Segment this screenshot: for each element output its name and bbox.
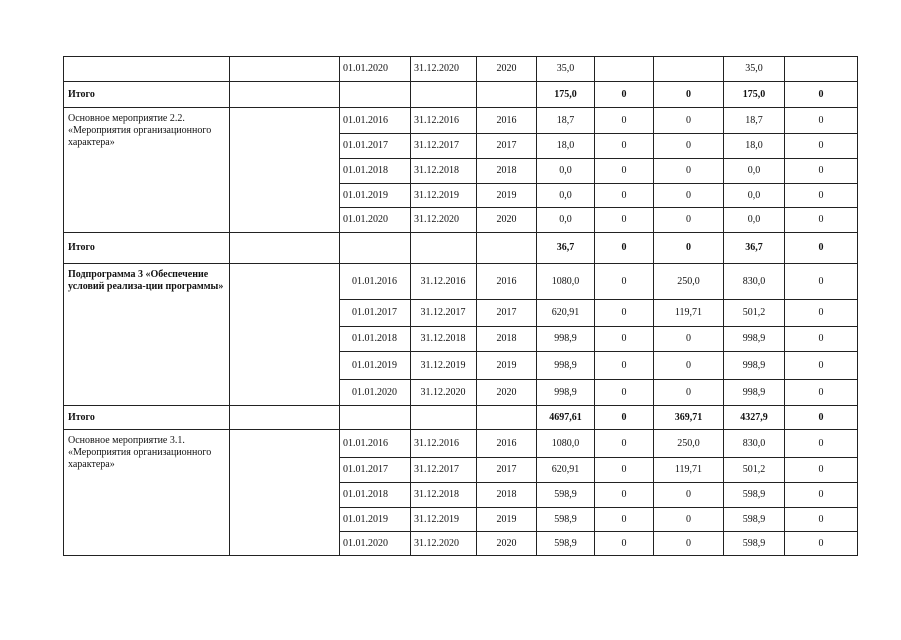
other-amount-cell: 0 <box>785 184 858 208</box>
regional-amount-cell: 0 <box>654 134 724 159</box>
other-amount-cell: 0 <box>785 352 858 380</box>
local-amount-cell: 18,7 <box>724 108 785 134</box>
row-label: Итого <box>64 233 230 264</box>
local-amount-cell: 598,9 <box>724 508 785 532</box>
regional-amount-cell: 0 <box>654 82 724 108</box>
row-label <box>64 57 230 82</box>
regional-amount-cell: 0 <box>654 184 724 208</box>
year-cell <box>477 406 537 430</box>
other-amount-cell: 0 <box>785 327 858 352</box>
local-amount-cell: 35,0 <box>724 57 785 82</box>
local-amount-cell: 175,0 <box>724 82 785 108</box>
year-cell: 2020 <box>477 532 537 556</box>
date-start-cell: 01.01.2020 <box>340 208 411 233</box>
regional-amount-cell: 0 <box>654 380 724 406</box>
empty-cell <box>230 406 340 430</box>
other-amount-cell: 0 <box>785 532 858 556</box>
federal-amount-cell: 0 <box>595 327 654 352</box>
date-end-cell: 31.12.2018 <box>411 483 477 508</box>
federal-amount-cell: 0 <box>595 483 654 508</box>
regional-amount-cell: 0 <box>654 508 724 532</box>
regional-amount-cell: 0 <box>654 327 724 352</box>
local-amount-cell: 0,0 <box>724 184 785 208</box>
federal-amount-cell: 0 <box>595 208 654 233</box>
date-start-cell: 01.01.2017 <box>340 300 411 327</box>
total-row <box>64 406 858 430</box>
other-amount-cell: 0 <box>785 264 858 300</box>
local-amount-cell: 598,9 <box>724 483 785 508</box>
date-start-cell: 01.01.2020 <box>340 532 411 556</box>
other-amount-cell: 0 <box>785 406 858 430</box>
date-end-cell: 31.12.2019 <box>411 184 477 208</box>
local-amount-cell: 18,0 <box>724 134 785 159</box>
total-amount-cell: 998,9 <box>537 380 595 406</box>
total-amount-cell: 1080,0 <box>537 264 595 300</box>
date-end-cell <box>411 233 477 264</box>
total-amount-cell: 598,9 <box>537 532 595 556</box>
local-amount-cell: 830,0 <box>724 264 785 300</box>
year-cell: 2019 <box>477 508 537 532</box>
regional-amount-cell: 119,71 <box>654 458 724 483</box>
local-amount-cell: 501,2 <box>724 458 785 483</box>
local-amount-cell: 36,7 <box>724 233 785 264</box>
year-cell: 2020 <box>477 57 537 82</box>
federal-amount-cell: 0 <box>595 184 654 208</box>
date-start-cell <box>340 82 411 108</box>
federal-amount-cell: 0 <box>595 508 654 532</box>
total-amount-cell: 0,0 <box>537 208 595 233</box>
table-body <box>64 57 858 556</box>
date-start-cell: 01.01.2017 <box>340 134 411 159</box>
federal-amount-cell: 0 <box>595 352 654 380</box>
date-start-cell: 01.01.2020 <box>340 380 411 406</box>
year-cell: 2016 <box>477 108 537 134</box>
row-label: Итого <box>64 82 230 108</box>
regional-amount-cell: 0 <box>654 532 724 556</box>
row-label: Основное мероприятие 2.2. «Мероприятия организационного характера» <box>64 108 230 233</box>
year-cell: 2016 <box>477 264 537 300</box>
total-row <box>64 233 858 264</box>
year-cell: 2016 <box>477 430 537 458</box>
year-cell: 2019 <box>477 352 537 380</box>
other-amount-cell: 0 <box>785 508 858 532</box>
budget-table <box>63 56 858 556</box>
date-start-cell: 01.01.2016 <box>340 108 411 134</box>
local-amount-cell: 998,9 <box>724 327 785 352</box>
date-end-cell: 31.12.2018 <box>411 327 477 352</box>
other-amount-cell: 0 <box>785 458 858 483</box>
total-amount-cell: 620,91 <box>537 300 595 327</box>
total-amount-cell: 18,0 <box>537 134 595 159</box>
regional-amount-cell <box>654 57 724 82</box>
total-amount-cell: 598,9 <box>537 508 595 532</box>
date-end-cell: 31.12.2019 <box>411 508 477 532</box>
federal-amount-cell: 0 <box>595 380 654 406</box>
total-amount-cell: 598,9 <box>537 483 595 508</box>
date-start-cell: 01.01.2018 <box>340 327 411 352</box>
federal-amount-cell <box>595 57 654 82</box>
regional-amount-cell: 0 <box>654 108 724 134</box>
other-amount-cell: 0 <box>785 380 858 406</box>
date-start-cell: 01.01.2019 <box>340 508 411 532</box>
row-label: Итого <box>64 406 230 430</box>
date-start-cell: 01.01.2020 <box>340 57 411 82</box>
year-cell: 2019 <box>477 184 537 208</box>
year-cell: 2017 <box>477 458 537 483</box>
date-end-cell: 31.12.2020 <box>411 208 477 233</box>
federal-amount-cell: 0 <box>595 458 654 483</box>
local-amount-cell: 830,0 <box>724 430 785 458</box>
other-amount-cell: 0 <box>785 208 858 233</box>
date-end-cell <box>411 82 477 108</box>
total-amount-cell: 620,91 <box>537 458 595 483</box>
other-amount-cell: 0 <box>785 159 858 184</box>
date-end-cell: 31.12.2016 <box>411 264 477 300</box>
regional-amount-cell: 0 <box>654 159 724 184</box>
other-amount-cell: 0 <box>785 300 858 327</box>
year-cell: 2018 <box>477 159 537 184</box>
date-end-cell: 31.12.2016 <box>411 430 477 458</box>
date-end-cell: 31.12.2017 <box>411 300 477 327</box>
local-amount-cell: 998,9 <box>724 380 785 406</box>
local-amount-cell: 598,9 <box>724 532 785 556</box>
date-start-cell: 01.01.2018 <box>340 483 411 508</box>
regional-amount-cell: 119,71 <box>654 300 724 327</box>
total-amount-cell: 36,7 <box>537 233 595 264</box>
other-amount-cell: 0 <box>785 82 858 108</box>
year-cell: 2018 <box>477 327 537 352</box>
regional-amount-cell: 250,0 <box>654 264 724 300</box>
date-start-cell: 01.01.2019 <box>340 184 411 208</box>
date-end-cell: 31.12.2020 <box>411 380 477 406</box>
date-start-cell: 01.01.2016 <box>340 430 411 458</box>
other-amount-cell: 0 <box>785 430 858 458</box>
date-start-cell: 01.01.2018 <box>340 159 411 184</box>
date-end-cell: 31.12.2020 <box>411 532 477 556</box>
federal-amount-cell: 0 <box>595 108 654 134</box>
row-label: Подпрограмма 3 «Обеспечение условий реализа-ции программы» <box>64 264 230 406</box>
table-row <box>64 108 858 134</box>
table-row <box>64 57 858 82</box>
federal-amount-cell: 0 <box>595 159 654 184</box>
other-amount-cell <box>785 57 858 82</box>
regional-amount-cell: 250,0 <box>654 430 724 458</box>
total-amount-cell: 4697,61 <box>537 406 595 430</box>
federal-amount-cell: 0 <box>595 406 654 430</box>
year-cell <box>477 82 537 108</box>
empty-cell <box>230 233 340 264</box>
date-end-cell <box>411 406 477 430</box>
year-cell: 2020 <box>477 208 537 233</box>
year-cell: 2017 <box>477 134 537 159</box>
local-amount-cell: 4327,9 <box>724 406 785 430</box>
date-end-cell: 31.12.2016 <box>411 108 477 134</box>
empty-cell <box>230 108 340 233</box>
date-start-cell <box>340 233 411 264</box>
local-amount-cell: 998,9 <box>724 352 785 380</box>
total-amount-cell: 35,0 <box>537 57 595 82</box>
date-end-cell: 31.12.2017 <box>411 134 477 159</box>
total-amount-cell: 18,7 <box>537 108 595 134</box>
other-amount-cell: 0 <box>785 134 858 159</box>
empty-cell <box>230 264 340 406</box>
regional-amount-cell: 369,71 <box>654 406 724 430</box>
row-label: Основное мероприятие 3.1. «Мероприятия организационного характера» <box>64 430 230 556</box>
regional-amount-cell: 0 <box>654 483 724 508</box>
date-end-cell: 31.12.2017 <box>411 458 477 483</box>
total-amount-cell: 175,0 <box>537 82 595 108</box>
regional-amount-cell: 0 <box>654 208 724 233</box>
federal-amount-cell: 0 <box>595 233 654 264</box>
date-end-cell: 31.12.2020 <box>411 57 477 82</box>
local-amount-cell: 501,2 <box>724 300 785 327</box>
year-cell <box>477 233 537 264</box>
empty-cell <box>230 430 340 556</box>
year-cell: 2018 <box>477 483 537 508</box>
year-cell: 2017 <box>477 300 537 327</box>
regional-amount-cell: 0 <box>654 233 724 264</box>
total-amount-cell: 998,9 <box>537 352 595 380</box>
date-end-cell: 31.12.2019 <box>411 352 477 380</box>
federal-amount-cell: 0 <box>595 300 654 327</box>
federal-amount-cell: 0 <box>595 264 654 300</box>
other-amount-cell: 0 <box>785 233 858 264</box>
date-start-cell: 01.01.2016 <box>340 264 411 300</box>
date-start-cell: 01.01.2017 <box>340 458 411 483</box>
other-amount-cell: 0 <box>785 483 858 508</box>
total-amount-cell: 0,0 <box>537 159 595 184</box>
total-amount-cell: 0,0 <box>537 184 595 208</box>
regional-amount-cell: 0 <box>654 352 724 380</box>
federal-amount-cell: 0 <box>595 430 654 458</box>
empty-cell <box>230 57 340 82</box>
year-cell: 2020 <box>477 380 537 406</box>
table-row <box>64 430 858 458</box>
federal-amount-cell: 0 <box>595 82 654 108</box>
total-amount-cell: 1080,0 <box>537 430 595 458</box>
table-row <box>64 264 858 300</box>
local-amount-cell: 0,0 <box>724 159 785 184</box>
other-amount-cell: 0 <box>785 108 858 134</box>
date-start-cell <box>340 406 411 430</box>
date-start-cell: 01.01.2019 <box>340 352 411 380</box>
total-amount-cell: 998,9 <box>537 327 595 352</box>
local-amount-cell: 0,0 <box>724 208 785 233</box>
federal-amount-cell: 0 <box>595 532 654 556</box>
total-row <box>64 82 858 108</box>
date-end-cell: 31.12.2018 <box>411 159 477 184</box>
empty-cell <box>230 82 340 108</box>
federal-amount-cell: 0 <box>595 134 654 159</box>
